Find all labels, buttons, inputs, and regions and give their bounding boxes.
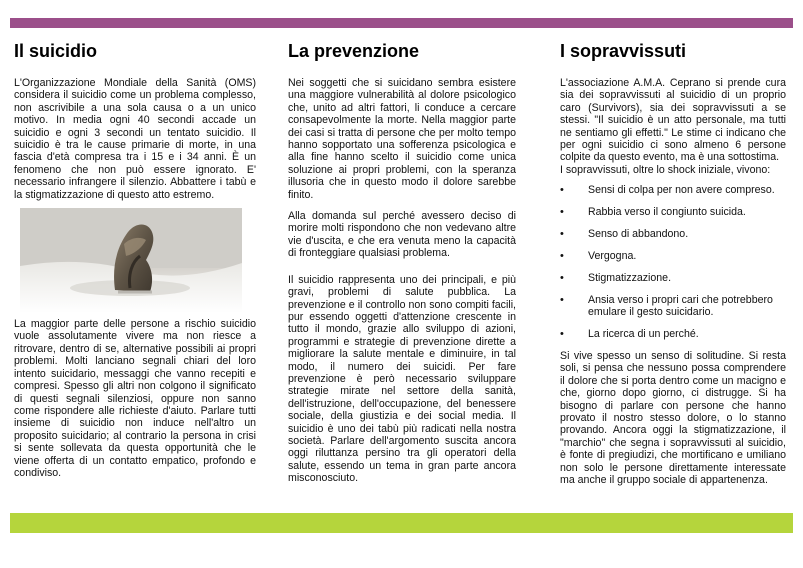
- top-accent-bar: [10, 18, 793, 28]
- bullet-icon: •: [560, 228, 564, 241]
- paragraph-prevention-why: Alla domanda sul perché avessero deciso di morire molti rispondono che non vedevano altre vie d'uscita, e che era venuta meno la capacità di fronteggiare qualsiasi problema.: [288, 210, 516, 260]
- survivors-feelings-list: [560, 184, 786, 340]
- bullet-icon: •: [560, 184, 564, 197]
- list-item: • Senso di abbandono.: [560, 228, 689, 241]
- section-title-survivors: I sopravvissuti: [560, 41, 687, 61]
- grieving-figure-photo: [20, 208, 242, 313]
- grieving-figure-sculpture-icon: [20, 208, 242, 313]
- paragraph-survivors-solitude: Si vive spesso un senso di solitudine. Si resta soli, si pensa che nessuno possa comprendere il dolore che si porta dentro come un macigno e che, giorno dopo giorno, ci distrugge. Si ha bisogno di parlare con persone che hanno provato il nostro stesso dolore, o lo stanno provando. Ancora oggi la stigmatizzazione, il "marchio" che segna i sopravvissuti al suicidio, è fonte di pregiudizi, che mortificano e umiliano non solo le persone direttamente interessate ma anche il gruppo sociale di appartenenza.: [560, 350, 786, 487]
- column-survivors: [560, 40, 786, 486]
- list-item: • La ricerca di un perché.: [560, 328, 699, 341]
- paragraph-prevention-public-health: Il suicidio rappresenta uno dei principali, e più gravi, problemi di salute pubblica. La prevenzione e il controllo non sono compiti facili, pur essendo oggetti d'attenzione crescente in tutto il mondo, grazie allo sviluppo di azioni, programmi e strategie di prevenzione dirette a migliorare la salute mentale e diminuire, in tal modo, il numero dei suicidi. Per fare prevenzione è però necessario sviluppare strategie mirate nel settore della sanità, dell'istruzione, dell'occupazione, del benessere sociale, della giustizia e dei social media. Il suicidio è uno dei tabù più radicati nella nostra società. Parlare dell'argomento suscita ancora oggi riluttanza persino tra gli operatori della salute, essendo un tema in gran parte ancora misconosciuto.: [288, 273, 516, 485]
- column-prevention: [288, 40, 516, 485]
- list-item: • Ansia verso i propri cari che potrebbero emulare il gesto suicidario.: [560, 293, 773, 319]
- list-item: • Stigmatizzazione.: [560, 271, 672, 284]
- bullet-icon: •: [560, 271, 564, 284]
- list-item: • Rabbia verso il congiunto suicida.: [560, 206, 746, 219]
- bullet-icon: •: [560, 293, 564, 306]
- list-item: • Vergogna.: [560, 249, 637, 262]
- bottom-accent-bar: [10, 513, 793, 533]
- paragraph-survivors-intro: L'associazione A.M.A. Ceprano si prende cura sia dei sopravvissuti al suicidio di un proprio caro (Survivors), sia dei sopravvissuti a se stessi. "Il suicidio è un atto personale, ma tutti ne sentiamo gli effetti." Le stime ci indicano che per ogni suicidio ci sono almeno 6 persone colpite da questo evento, ma è una sottostima.: [560, 77, 786, 164]
- paragraph-prevention-vulnerability: Nei soggetti che si suicidano sembra esistere una maggiore vulnerabilità al dolore psicologico che, unito ad altri fattori, li conduce a cercare consapevolmente la morte. Nella maggior parte dei casi si tratta di persone che per molto tempo hanno sopportato una sofferenza psicologica e alla fine hanno scelto il suicidio come unica soluzione ai propri problemi, con la speranza illusoria che in questo modo il dolore sarebbe finito.: [288, 77, 516, 201]
- survivors-list-intro: I sopravvissuti, oltre lo shock iniziale, vivono:: [560, 163, 771, 176]
- bullet-icon: •: [560, 249, 564, 262]
- bullet-icon: •: [560, 206, 564, 219]
- section-title-prevention: La prevenzione: [288, 41, 420, 61]
- paragraph-suicide-signals: La maggior parte delle persone a rischio suicidio vuole assolutamente vivere ma non riesce a ritrovare, dentro di se, alternative possibili ai propri problemi. Molti lanciano segnali chiari del loro intento suicidario, messaggi che vanno recepiti e compresi. Spesso gli altri non colgono il significato di questi segnali silenziosi, oppure non sanno come rispondere alle richieste d'aiuto. Parlare tutti insieme di suicidio non induce nell'altro un proposito suicidario; al contrario la persona in crisi si sente sollevata da questa opportunità che le viene offerta di un contatto empatico, profondo e condiviso.: [14, 318, 256, 479]
- paragraph-suicide-intro: L'Organizzazione Mondiale della Sanità (OMS) considera il suicidio come un problema complesso, non ascrivibile a una sola causa o a un unico motivo. In media ogni 40 secondi accade un suicidio e ogni 3 secondi un tentato suicidio. Il suicidio è tra le cause primarie di morte, in una fascia d'età compresa tra i 15 e i 34 anni. È un fenomeno che non può essere ignorato. E' necessario infrangere il silenzio. Abbattere i tabù e la stigmatizzazione di questo atto estremo.: [14, 77, 256, 201]
- list-item: • Sensi di colpa per non avere compreso.: [560, 184, 775, 197]
- section-title-suicide: Il suicidio: [14, 41, 98, 61]
- column-suicide: [14, 40, 256, 479]
- bullet-icon: •: [560, 328, 564, 341]
